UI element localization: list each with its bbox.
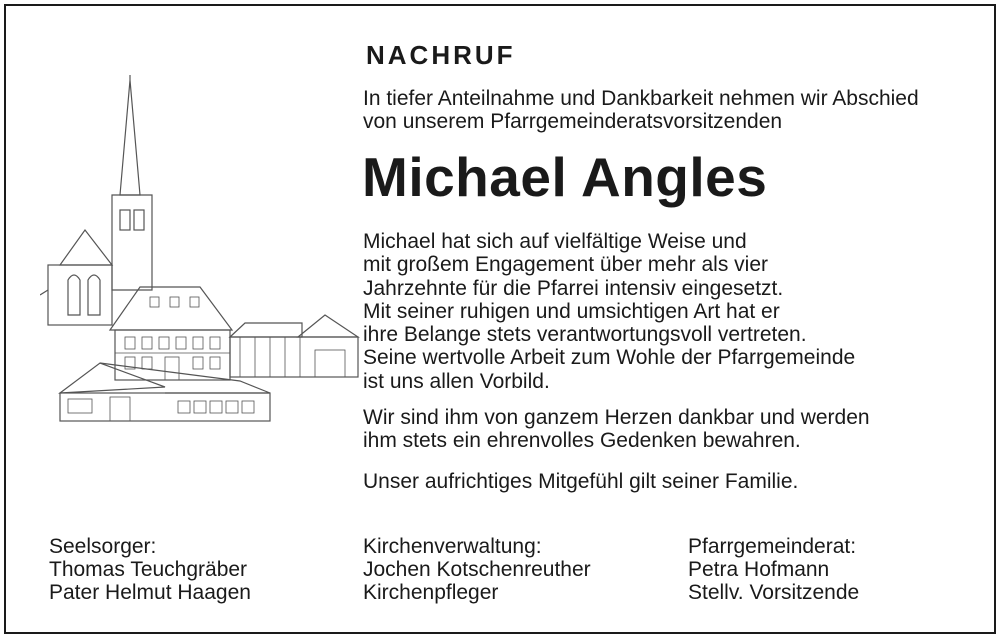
paragraph-line: Michael hat sich auf vielfältige Weise und	[363, 230, 747, 253]
tribute-paragraph	[363, 230, 855, 393]
signature-block-administration	[363, 535, 591, 604]
paragraph-line: Unser aufrichtiges Mitgefühl gilt seiner Familie.	[363, 470, 799, 493]
signature-name: Jochen Kotschenreuther	[363, 558, 591, 581]
signature-role: Pfarrgemeinderat:	[688, 535, 857, 558]
signature-role: Kirchenverwaltung:	[363, 535, 542, 558]
intro-line: von unserem Pfarrgemeinderatsvorsitzenden	[363, 110, 783, 133]
paragraph-line: ihm stets ein ehrenvolles Gedenken bewahren.	[363, 429, 801, 453]
gratitude-paragraph	[363, 406, 870, 453]
paragraph-line: mit großem Engagement über mehr als vier	[363, 253, 768, 277]
signature-name: Pater Helmut Haagen	[49, 581, 251, 604]
signature-name: Petra Hofmann	[688, 558, 830, 581]
paragraph-line: Seine wertvolle Arbeit zum Wohle der Pfarrgemeinde	[363, 346, 856, 370]
notice-heading: NACHRUF	[366, 40, 516, 70]
paragraph-line: ist uns allen Vorbild.	[363, 369, 550, 393]
paragraph-line: ihre Belange stets verantwortungsvoll vertreten.	[363, 323, 807, 347]
signature-name: Thomas Teuchgräber	[49, 558, 248, 581]
signature-block-council	[688, 535, 859, 604]
signature-title: Kirchenpfleger	[363, 581, 499, 604]
paragraph-line: Mit seiner ruhigen und umsichtigen Art hat er	[363, 299, 780, 323]
intro-line: In tiefer Anteilnahme und Dankbarkeit nehmen wir Abschied	[363, 87, 919, 110]
signature-block-pastoral	[49, 535, 251, 604]
condolence-paragraph	[363, 470, 798, 493]
signature-role: Seelsorger:	[49, 535, 157, 558]
deceased-name: Michael Angles	[362, 146, 768, 208]
paragraph-line: Jahrzehnte für die Pfarrei intensiv eingesetzt.	[363, 276, 784, 300]
signature-title: Stellv. Vorsitzende	[688, 581, 860, 604]
intro-text	[363, 87, 919, 133]
church-illustration-icon	[40, 75, 360, 425]
paragraph-line: Wir sind ihm von ganzem Herzen dankbar und werden	[363, 406, 870, 429]
